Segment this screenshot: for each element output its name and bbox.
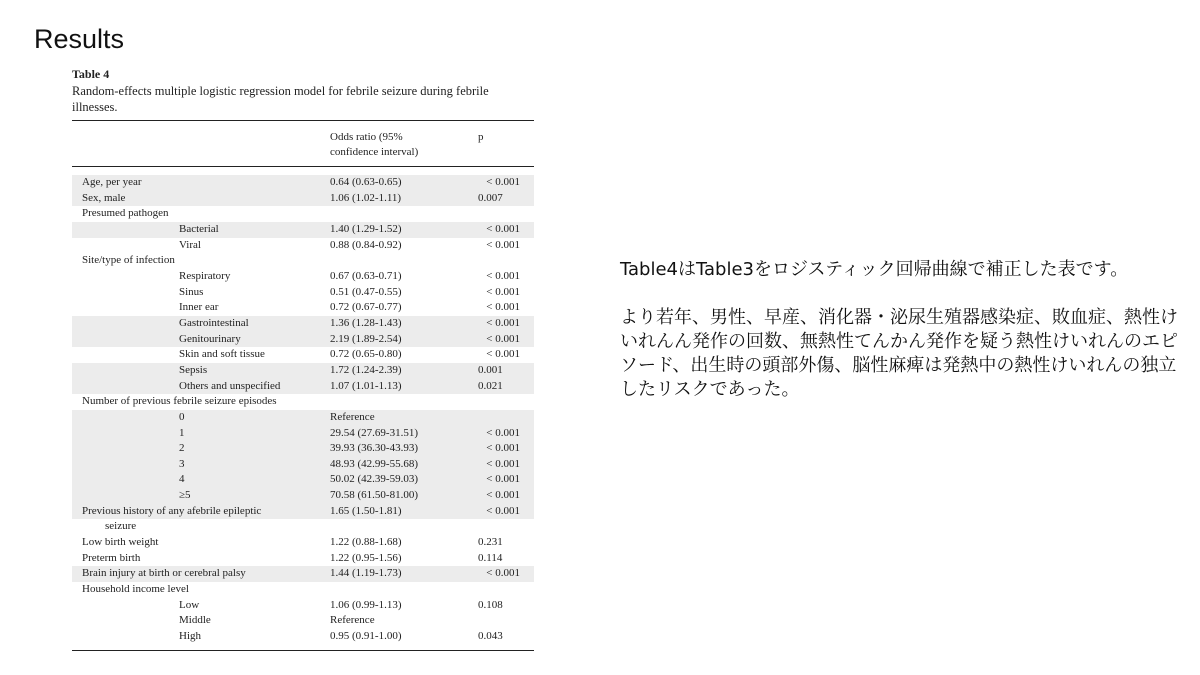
table-row <box>72 222 534 238</box>
table-row <box>72 332 534 348</box>
row-label: Bacterial <box>179 222 219 235</box>
row-p-value: < 0.001 <box>486 285 520 298</box>
row-odds-ratio: Reference <box>330 614 375 627</box>
table-row <box>72 410 534 426</box>
row-p-value: < 0.001 <box>486 348 520 361</box>
table-row <box>72 347 534 363</box>
table-row <box>72 191 534 207</box>
row-label: Presumed pathogen <box>82 207 169 220</box>
row-label: Site/type of infection <box>82 254 175 267</box>
row-odds-ratio: 39.93 (36.30-43.93) <box>330 442 418 455</box>
odds-ratio-header-line1: Odds ratio (95% <box>330 131 403 143</box>
row-p-value: < 0.001 <box>486 504 520 517</box>
table-row <box>72 285 534 301</box>
table-header <box>72 121 534 166</box>
row-p-value: 0.231 <box>478 536 503 549</box>
row-label: Brain injury at birth or cerebral palsy <box>82 567 246 580</box>
row-odds-ratio: 70.58 (61.50-81.00) <box>330 489 418 502</box>
row-odds-ratio: 1.07 (1.01-1.13) <box>330 379 402 392</box>
table-row <box>72 238 534 254</box>
row-label: 3 <box>179 457 185 470</box>
row-label: Skin and soft tissue <box>179 348 265 361</box>
table-body <box>72 175 534 645</box>
row-p-value: 0.043 <box>478 630 503 643</box>
table-label: Table 4 <box>72 67 110 81</box>
row-label: Low birth weight <box>82 536 159 549</box>
row-odds-ratio: 0.51 (0.47-0.55) <box>330 285 402 298</box>
table-bottom-rule <box>72 650 534 651</box>
table-row <box>72 316 534 332</box>
row-label: Respiratory <box>179 269 231 282</box>
row-p-value: 0.108 <box>478 598 503 611</box>
table-row <box>72 206 534 222</box>
row-odds-ratio: 0.88 (0.84-0.92) <box>330 238 402 251</box>
row-label: Low <box>179 598 200 611</box>
row-odds-ratio: 0.72 (0.67-0.77) <box>330 301 402 314</box>
table-row <box>72 519 534 535</box>
row-p-value: < 0.001 <box>486 332 520 345</box>
row-odds-ratio: 0.67 (0.63-0.71) <box>330 269 402 282</box>
row-label: Middle <box>179 614 211 627</box>
table-row <box>72 300 534 316</box>
row-label: Viral <box>179 238 201 251</box>
row-odds-ratio: 1.72 (1.24-2.39) <box>330 363 402 376</box>
row-label: Previous history of any afebrile epileptic <box>82 504 262 517</box>
row-p-value: < 0.001 <box>486 316 520 329</box>
row-p-value: < 0.001 <box>486 473 520 486</box>
row-odds-ratio: 29.54 (27.69-31.51) <box>330 426 418 439</box>
odds-ratio-header-line2: confidence interval) <box>330 146 419 158</box>
slide-notes <box>620 258 1180 402</box>
row-odds-ratio: 48.93 (42.99-55.68) <box>330 457 418 470</box>
row-label: 1 <box>179 426 185 439</box>
table-row <box>72 426 534 442</box>
table-row <box>72 504 534 520</box>
row-label: Gastrointestinal <box>179 316 249 329</box>
results-table <box>72 67 534 651</box>
row-p-value: < 0.001 <box>486 269 520 282</box>
table-row <box>72 253 534 269</box>
row-odds-ratio: 1.65 (1.50-1.81) <box>330 504 402 517</box>
table-row <box>72 441 534 457</box>
row-odds-ratio: 0.95 (0.91-1.00) <box>330 630 402 643</box>
row-p-value: < 0.001 <box>486 222 520 235</box>
row-odds-ratio: 1.06 (1.02-1.11) <box>330 191 402 204</box>
table-row <box>72 629 534 645</box>
table-row <box>72 175 534 191</box>
slide-title: Results <box>34 24 125 54</box>
row-label: Inner ear <box>179 301 219 314</box>
row-label: Others and unspecified <box>179 379 281 392</box>
row-p-value: < 0.001 <box>486 426 520 439</box>
table-row <box>72 551 534 567</box>
row-label: Sinus <box>179 285 204 298</box>
row-odds-ratio: 1.22 (0.88-1.68) <box>330 536 402 549</box>
row-odds-ratio: 1.44 (1.19-1.73) <box>330 567 402 580</box>
row-odds-ratio: 0.72 (0.65-0.80) <box>330 348 402 361</box>
table-row <box>72 394 534 410</box>
table-row <box>72 582 534 598</box>
notes-paragraph-2: より若年、男性、早産、消化器・泌尿生殖器感染症、敗血症、熱性けいれんん発作の回数、無熱性てんかん発作を疑う熱性けいれんのエピソード、出生時の頭部外傷、脳性麻痺は発熱中の熱性けいれんの独立したリスクであった。 <box>620 307 1178 400</box>
row-p-value: < 0.001 <box>486 176 520 188</box>
table-row <box>72 598 534 614</box>
row-p-value: < 0.001 <box>486 442 520 455</box>
table-row <box>72 535 534 551</box>
row-label: 4 <box>179 473 185 486</box>
row-label: 0 <box>179 410 185 423</box>
row-p-value: < 0.001 <box>486 301 520 314</box>
table-row <box>72 379 534 395</box>
table-caption: Random-effects multiple logistic regression model for febrile seizure during febrile illnesses. <box>72 84 489 114</box>
row-odds-ratio: 1.06 (0.99-1.13) <box>330 598 402 611</box>
row-label: Genitourinary <box>179 332 241 345</box>
table-row <box>72 457 534 473</box>
row-odds-ratio: 50.02 (42.39-59.03) <box>330 473 418 486</box>
row-label: Sepsis <box>179 363 208 376</box>
row-odds-ratio: 2.19 (1.89-2.54) <box>330 332 402 345</box>
table-row <box>72 613 534 629</box>
row-label: Household income level <box>82 583 189 596</box>
row-label: High <box>179 630 201 643</box>
row-label: 2 <box>179 442 185 455</box>
row-label: Sex, male <box>82 191 126 204</box>
row-odds-ratio: 0.64 (0.63-0.65) <box>330 176 402 188</box>
row-label: Number of previous febrile seizure episodes <box>82 395 277 408</box>
table-row <box>72 269 534 285</box>
row-p-value: < 0.001 <box>486 489 520 502</box>
row-p-value: 0.021 <box>478 379 503 392</box>
table-row <box>72 472 534 488</box>
p-value-header: p <box>478 131 484 143</box>
row-p-value: < 0.001 <box>486 457 520 470</box>
odds-ratio-header <box>330 130 418 160</box>
table-row <box>72 363 534 379</box>
notes-paragraph-1: Table4はTable3をロジスティック回帰曲線で補正した表です。 <box>620 259 1129 280</box>
row-p-value: 0.007 <box>478 191 503 204</box>
row-p-value: < 0.001 <box>486 238 520 251</box>
row-label: seizure <box>105 520 137 533</box>
table-row <box>72 488 534 504</box>
row-odds-ratio: 1.22 (0.95-1.56) <box>330 551 402 564</box>
table-row <box>72 566 534 582</box>
row-odds-ratio: Reference <box>330 410 375 423</box>
row-label: Age, per year <box>82 176 142 188</box>
row-p-value: < 0.001 <box>486 567 520 580</box>
row-p-value: 0.114 <box>478 551 503 564</box>
row-label: Preterm birth <box>82 551 141 564</box>
row-p-value: 0.001 <box>478 363 503 376</box>
row-odds-ratio: 1.36 (1.28-1.43) <box>330 316 402 329</box>
row-odds-ratio: 1.40 (1.29-1.52) <box>330 222 402 235</box>
row-label: ≥5 <box>179 489 191 502</box>
